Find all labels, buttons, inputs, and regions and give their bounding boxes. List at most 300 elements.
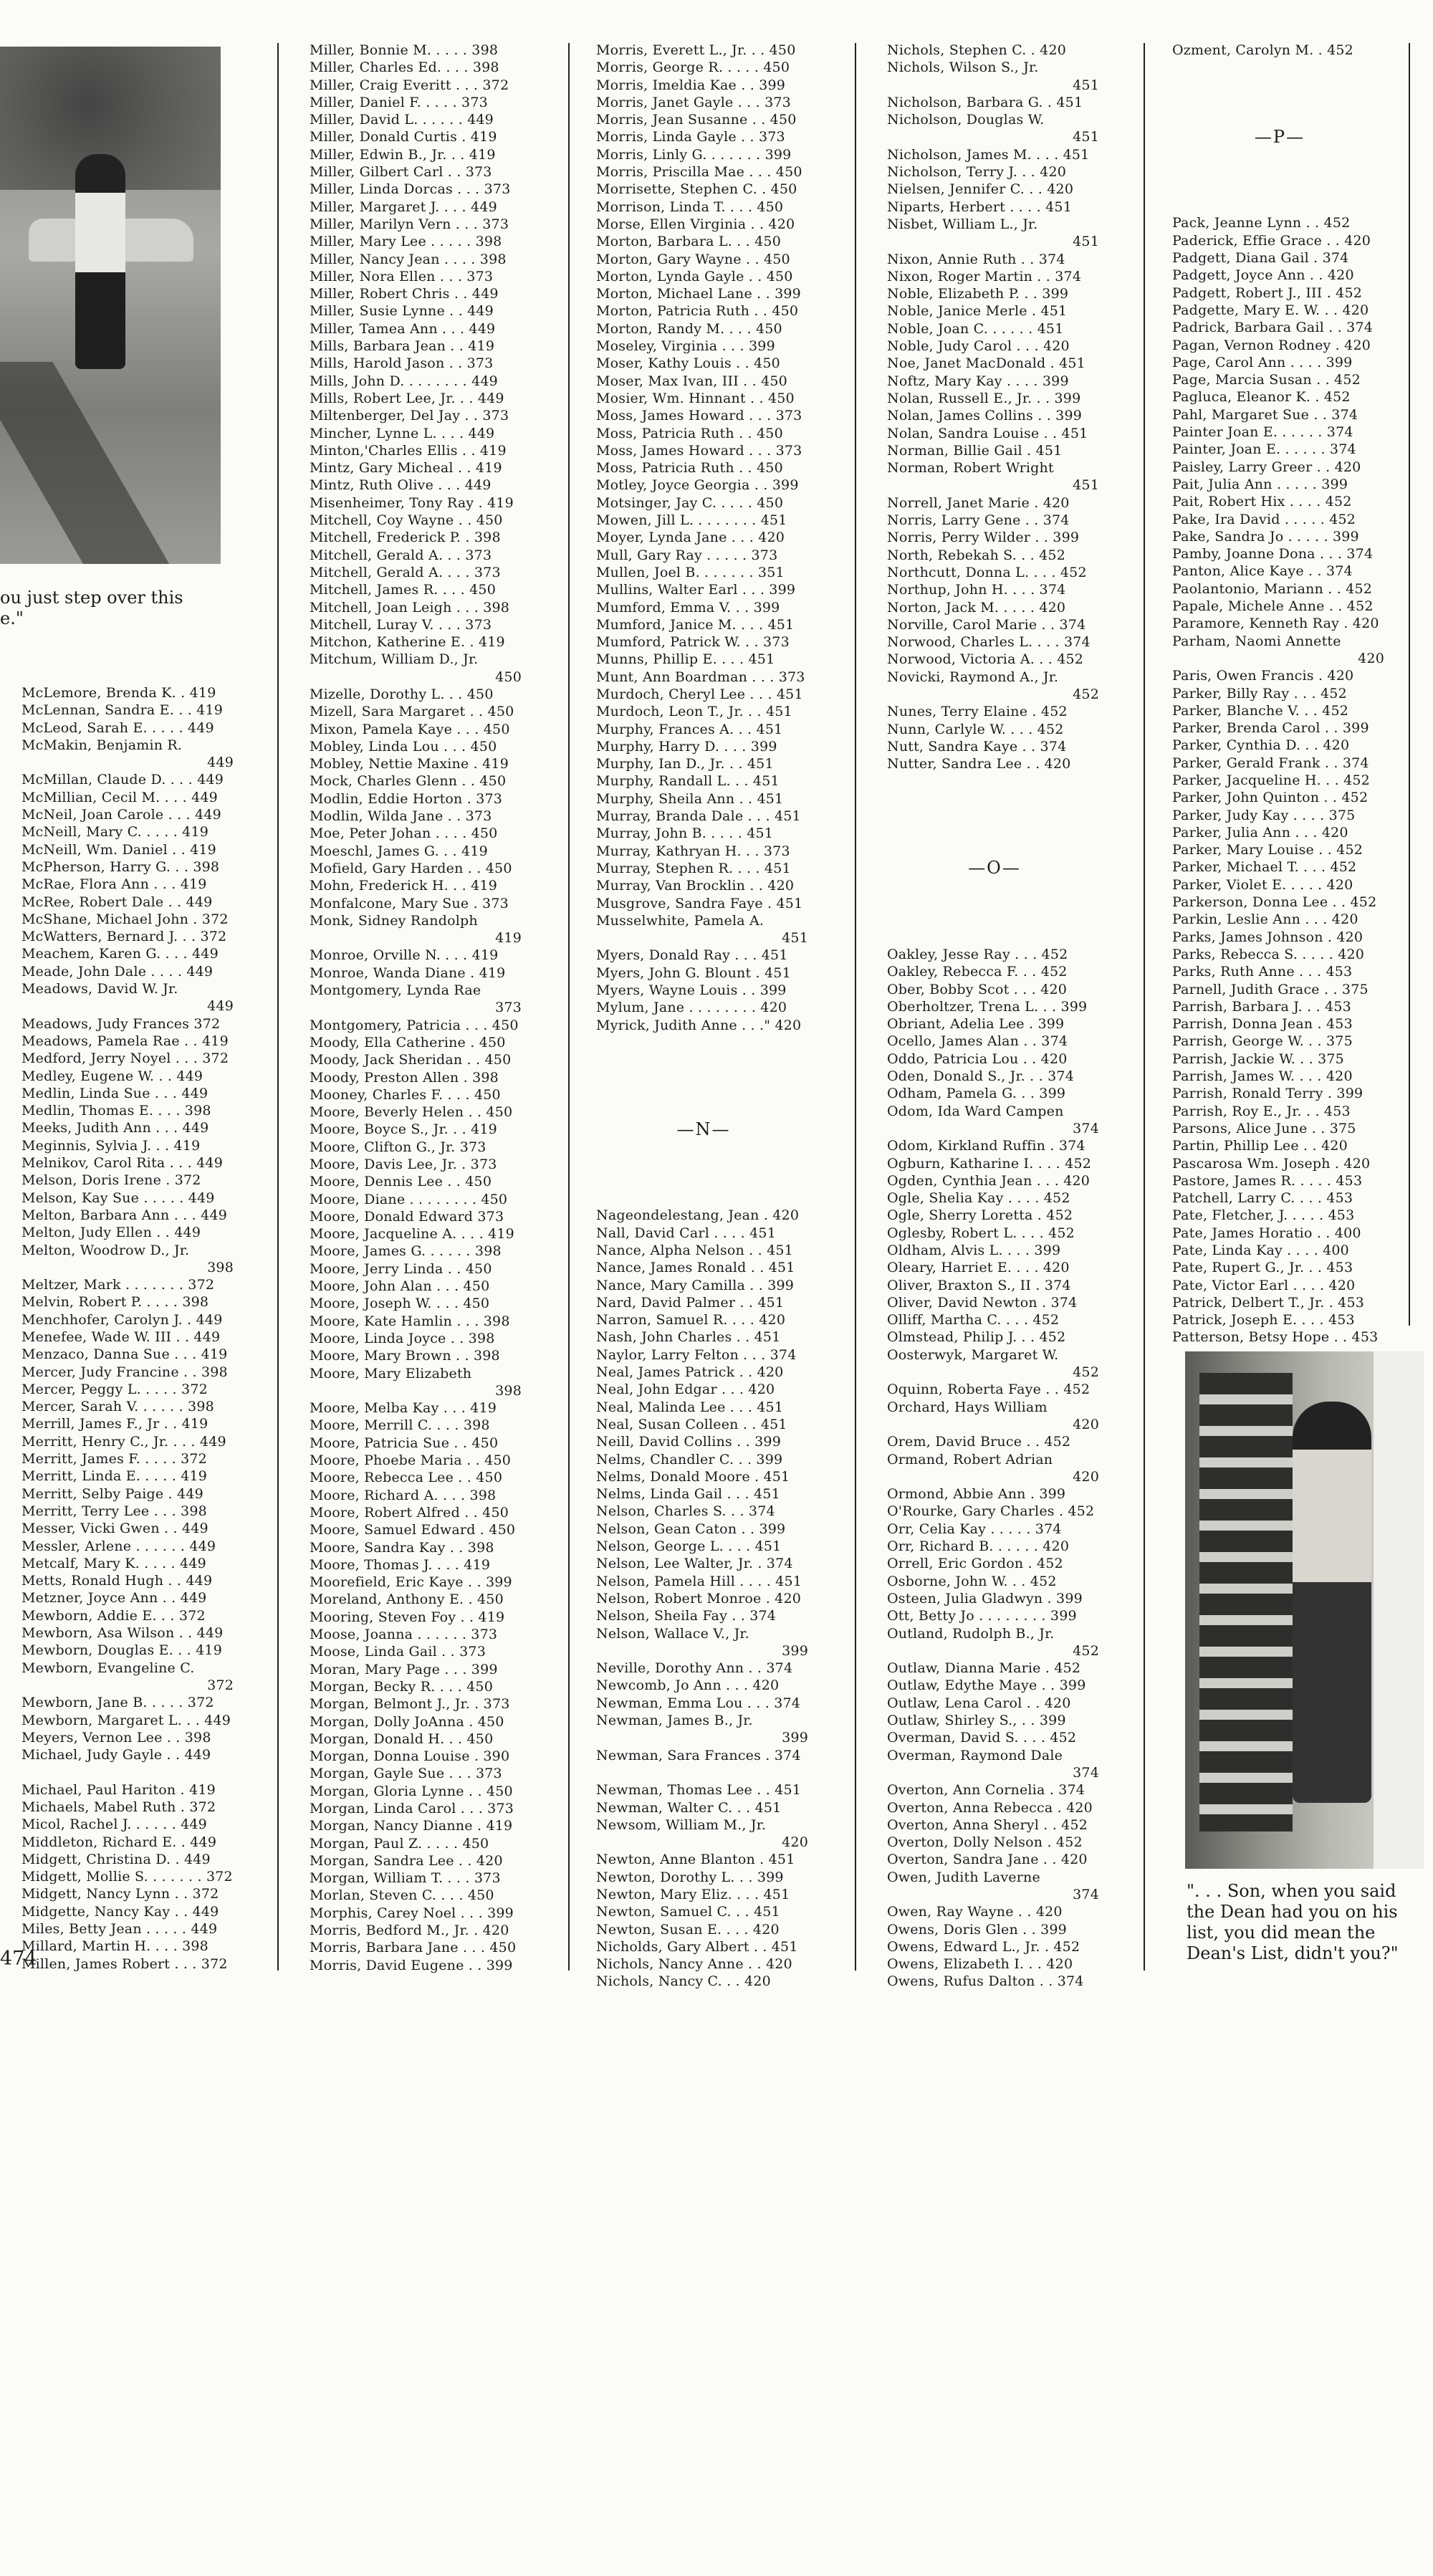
index-entry: Noble, Elizabeth P. . . 399	[887, 286, 1069, 302]
index-entry: Noe, Janet MacDonald . 451	[887, 355, 1085, 372]
index-entry: Mitchell, Coy Wayne . . 450	[310, 512, 503, 529]
index-entry: Moe, Peter Johan . . . . 450	[310, 825, 498, 842]
index-entry: Miller, Craig Everitt . . . 372	[310, 77, 509, 93]
index-entry: Nicholson, Terry J. . . 420	[887, 164, 1067, 181]
index-entry: Moore, Merrill C. . . . 398	[310, 1417, 490, 1434]
index-entry: Norville, Carol Marie . . 374	[887, 616, 1086, 633]
index-entry: Niparts, Herbert . . . . 451	[887, 198, 1072, 215]
index-entry: Meade, John Dale . . . . 449	[21, 963, 214, 980]
index-entry: Parrish, Jackie W. . . 375	[1172, 1050, 1344, 1067]
index-page-ref: 420	[1073, 1468, 1099, 1485]
index-entry: Nunn, Carlyle W. . . . 452	[887, 721, 1064, 737]
left-caption-line: ou just step over this	[0, 588, 183, 608]
index-entry: Oldham, Alvis L. . . . 399	[887, 1242, 1061, 1258]
index-entry: Parkerson, Donna Lee . . 452	[1172, 894, 1377, 911]
index-entry: Painter, Joan E. . . . . . 374	[1172, 441, 1356, 458]
index-entry: Moore, James G. . . . . . 398	[310, 1243, 502, 1260]
index-entry: Meeks, Judith Ann . . . 449	[21, 1120, 209, 1136]
index-entry: Medlin, Thomas E. . . . 398	[21, 1103, 211, 1119]
index-entry: Miller, Nancy Jean . . . . 398	[310, 251, 507, 267]
index-entry: Nelson, Wallace V., Jr.	[596, 1625, 749, 1642]
spacer	[887, 911, 1102, 928]
index-entry: Mercer, Judy Francine . . 398	[21, 1364, 228, 1380]
index-entry: Neal, James Patrick . . 420	[596, 1364, 784, 1381]
index-column-4	[887, 42, 1102, 1990]
index-entry: Morgan, Linda Carol . . . 373	[310, 1800, 514, 1816]
index-entry: Mercer, Sarah V. . . . . . 398	[21, 1399, 214, 1415]
index-entry: Noftz, Mary Kay . . . . 399	[887, 373, 1069, 389]
index-entry: Murray, Stephen R. . . . 451	[596, 860, 791, 876]
index-entry: Myers, Wayne Louis . . 399	[596, 982, 787, 999]
index-entry: Midgett, Christina D. . 449	[21, 1851, 211, 1867]
index-entry: Morris, Linly G. . . . . . . 399	[596, 146, 792, 163]
index-entry: Merritt, Terry Lee . . . 398	[21, 1503, 207, 1519]
index-entry: Parrish, Barbara J. . . 453	[1172, 998, 1351, 1015]
index-entry: Moore, Beverly Helen . . 450	[310, 1104, 513, 1121]
index-entry: Morton, Randy M. . . . 450	[596, 320, 782, 337]
index-entry: Nichols, Stephen C. . 420	[887, 42, 1067, 58]
index-entry: Miltenberger, Del Jay . . 373	[310, 408, 509, 424]
index-entry: Oosterwyk, Margaret W.	[887, 1346, 1059, 1363]
index-entry: Neville, Dorothy Ann . . 374	[596, 1660, 793, 1677]
index-entry: Morris, Everett L., Jr. . . 450	[596, 42, 796, 58]
index-page-ref: 373	[495, 1000, 522, 1016]
index-entry: Miller, Linda Dorcas . . . 373	[310, 181, 511, 198]
index-entry: Morgan, Paul Z. . . . . 450	[310, 1835, 489, 1852]
index-entry: Parker, Julia Ann . . . 420	[1172, 824, 1348, 841]
index-entry: McShane, Michael John . 372	[21, 911, 229, 927]
index-entry: Pate, James Horatio . . 400	[1172, 1225, 1361, 1241]
index-entry: Mumford, Janice M. . . . 451	[596, 616, 795, 633]
index-page-ref: 452	[1073, 1364, 1099, 1381]
index-entry: Newman, Sara Frances . 374	[596, 1747, 801, 1763]
index-entry: Newton, Susan E. . . . 420	[596, 1921, 780, 1938]
index-entry: Miller, David L. . . . . . 449	[310, 112, 494, 128]
index-page-ref: 398	[495, 1382, 522, 1399]
index-entry: Mixon, Pamela Kaye . . . 450	[310, 721, 510, 737]
index-entry: Moore, Kate Hamlin . . . 398	[310, 1313, 510, 1329]
spacer	[1172, 59, 1387, 76]
index-entry: McPherson, Harry G. . . 398	[21, 858, 220, 875]
index-entry: Moore, Jacqueline A. . . . 419	[310, 1226, 514, 1242]
index-entry: Morgan, Sandra Lee . . 420	[310, 1852, 503, 1869]
right-caption-line: list, you did mean the	[1187, 1923, 1376, 1943]
index-entry: Owens, Doris Glen . . 399	[887, 1921, 1067, 1938]
index-entry: Middleton, Richard E. . 449	[21, 1834, 217, 1850]
index-entry: Painter Joan E. . . . . . 374	[1172, 424, 1353, 441]
section-letter-heading: —O—	[968, 858, 1021, 878]
index-entry: McWatters, Bernard J. . . 372	[21, 929, 227, 945]
index-entry: Parker, John Quinton . . 452	[1172, 790, 1369, 806]
index-entry: Newman, Thomas Lee . . 451	[596, 1782, 802, 1799]
index-entry: Merritt, Linda E. . . . . 419	[21, 1468, 208, 1485]
index-entry: Morton, Patricia Ruth . . 450	[596, 303, 799, 320]
index-entry: Obriant, Adelia Lee . 399	[887, 1016, 1065, 1033]
index-entry: Miller, Susie Lynne . . 449	[310, 303, 494, 320]
spacer	[596, 1034, 811, 1051]
index-entry: Oquinn, Roberta Faye . . 452	[887, 1382, 1091, 1398]
index-entry: Nelson, Sheila Fay . . 374	[596, 1608, 777, 1624]
index-entry: Moss, James Howard . . . 373	[596, 408, 802, 424]
index-entry: Morgan, Becky R. . . . 450	[310, 1678, 494, 1695]
index-entry: Padgett, Diana Gail . 374	[1172, 250, 1349, 267]
index-entry: Moore, Joseph W. . . . 450	[310, 1296, 490, 1312]
index-entry: Nance, Alpha Nelson . . 451	[596, 1242, 793, 1258]
index-entry: Pake, Sandra Jo . . . . . 399	[1172, 528, 1359, 545]
index-entry: Moore, Thomas J. . . . 419	[310, 1556, 491, 1573]
index-entry: Parham, Naomi Annette	[1172, 633, 1341, 649]
column-rule	[1409, 43, 1410, 1326]
index-entry: Page, Carol Ann . . . . 399	[1172, 354, 1353, 370]
index-entry: Moody, Jack Sheridan . . 450	[310, 1052, 512, 1068]
photo-student-mailboxes	[1185, 1351, 1424, 1869]
index-entry: Metzner, Joyce Ann . . 449	[21, 1590, 207, 1607]
index-entry: Morton, Lynda Gayle . . 450	[596, 268, 793, 284]
index-entry: Pate, Linda Kay . . . . 400	[1172, 1242, 1349, 1258]
index-entry: Olliff, Martha C. . . . 452	[887, 1312, 1060, 1328]
index-entry: Norwood, Charles L. . . . 374	[887, 634, 1091, 651]
index-entry: Mooring, Steven Foy . . 419	[310, 1609, 505, 1625]
index-entry: Nard, David Palmer . . 451	[596, 1294, 785, 1311]
index-entry: Pate, Fletcher, J. . . . . 453	[1172, 1207, 1355, 1224]
index-entry: Nance, Mary Camilla . . 399	[596, 1277, 795, 1293]
index-page-ref: 451	[782, 930, 808, 947]
index-entry: Morgan, Gayle Sue . . . 373	[310, 1766, 502, 1782]
index-entry: Midgett, Mollie S. . . . . . . 372	[21, 1869, 233, 1885]
index-entry: Morton, Barbara L. . . 450	[596, 234, 781, 250]
index-page-ref: 451	[1073, 77, 1099, 93]
index-entry: Morgan, William T. . . . 373	[310, 1870, 501, 1887]
index-entry: Parker, Jacqueline H. . . 452	[1172, 772, 1370, 788]
index-entry: Morrison, Linda T. . . . 450	[596, 198, 784, 215]
index-entry: Newcomb, Jo Ann . . . 420	[596, 1677, 780, 1694]
index-entry: Oakley, Rebecca F. . . 452	[887, 964, 1068, 980]
index-entry: Mewborn, Jane B. . . . . 372	[21, 1695, 214, 1711]
index-entry: Murray, Van Brocklin . . 420	[596, 878, 795, 894]
index-entry: Pagan, Vernon Rodney . 420	[1172, 337, 1371, 353]
index-entry: Nageondelestang, Jean . 420	[596, 1207, 800, 1224]
index-entry: Morris, Linda Gayle . . 373	[596, 129, 785, 145]
index-page-ref: 420	[1073, 1416, 1099, 1432]
index-entry: Partin, Phillip Lee . . 420	[1172, 1138, 1348, 1154]
index-entry: Nixon, Roger Martin . . 374	[887, 268, 1082, 284]
index-entry: Mitchell, James R. . . . 450	[310, 582, 497, 598]
index-entry: Nance, James Ronald . . 451	[596, 1260, 795, 1276]
index-entry: Moore, Sandra Kay . . 398	[310, 1539, 494, 1556]
index-entry: Patchell, Larry C. . . . 453	[1172, 1190, 1353, 1207]
index-entry: Outlaw, Edythe Maye . . 399	[887, 1677, 1086, 1694]
index-entry: Miller, Gilbert Carl . . 373	[310, 164, 492, 181]
index-entry: Moose, Joanna . . . . . . 373	[310, 1627, 498, 1643]
index-entry: Miller, Margaret J. . . . 449	[310, 198, 497, 215]
index-entry: Monk, Sidney Randolph	[310, 912, 478, 929]
spacer	[887, 772, 1102, 790]
index-entry: McMillian, Cecil M. . . . 449	[21, 789, 218, 805]
index-entry: Nichols, Nancy Anne . . 420	[596, 1956, 792, 1973]
index-entry: Narron, Samuel R. . . . 420	[596, 1312, 786, 1328]
index-entry: Noble, Joan C. . . . . . 451	[887, 320, 1064, 337]
index-entry: Morton, Michael Lane . . 399	[596, 286, 801, 302]
index-entry: Moore, Richard A. . . . 398	[310, 1487, 497, 1503]
index-entry: Nall, David Carl . . . . 451	[596, 1225, 777, 1241]
index-entry: Miller, Daniel F. . . . . 373	[310, 94, 488, 110]
index-entry: Mills, Harold Jason . . 373	[310, 355, 494, 372]
index-entry: Moyer, Lynda Jane . . . 420	[596, 530, 785, 546]
index-entry: Mitchell, Gerald A. . . 373	[310, 547, 492, 563]
index-entry: Osborne, John W. . . 452	[887, 1573, 1057, 1589]
index-entry: Paramore, Kenneth Ray . 420	[1172, 616, 1379, 632]
index-entry: Parkin, Leslie Ann . . . 420	[1172, 911, 1358, 928]
index-entry: Morris, Bedford M., Jr. . 420	[310, 1923, 509, 1939]
spacer	[596, 1051, 811, 1068]
index-entry: Overton, Sandra Jane . . 420	[887, 1852, 1088, 1868]
index-entry: Michael, Paul Hariton . 419	[21, 1781, 216, 1798]
index-page-ref: 374	[1073, 1886, 1099, 1902]
index-entry: Patrick, Delbert T., Jr. . 453	[1172, 1294, 1365, 1311]
index-entry: Moss, Patricia Ruth . . 450	[596, 460, 783, 477]
index-entry: Parsons, Alice June . . 375	[1172, 1120, 1356, 1136]
index-entry: Montgomery, Lynda Rae	[310, 982, 481, 999]
index-entry: Newman, Emma Lou . . . 374	[596, 1695, 801, 1711]
index-entry: Ocello, James Alan . . 374	[887, 1033, 1068, 1050]
index-entry: Overman, David S. . . . 452	[887, 1730, 1077, 1746]
index-entry: Mewborn, Evangeline C.	[21, 1660, 195, 1676]
index-page-ref: 450	[495, 669, 522, 685]
index-entry: Meadows, David W. Jr.	[21, 981, 178, 997]
index-entry: Norrell, Janet Marie . 420	[887, 494, 1070, 511]
index-entry: Musselwhite, Pamela A.	[596, 912, 765, 929]
index-entry: Nelms, Donald Moore . 451	[596, 1468, 790, 1485]
index-entry: Mizelle, Dorothy L. . . 450	[310, 686, 494, 702]
index-entry: Pake, Ira David . . . . . 452	[1172, 511, 1356, 527]
index-page-ref: 374	[1073, 1120, 1099, 1136]
index-entry: Moser, Kathy Louis . . 450	[596, 355, 780, 372]
index-entry: Oglesby, Robert L. . . . 452	[887, 1225, 1075, 1241]
index-entry: Miller, Edwin B., Jr. . . 419	[310, 146, 496, 163]
index-entry: Murphy, Sheila Ann . . 451	[596, 790, 784, 807]
index-entry: Mobley, Nettie Maxine . 419	[310, 756, 509, 772]
photo-mailboxes	[1199, 1373, 1293, 1832]
index-entry: Nelms, Linda Gail . . . 451	[596, 1486, 780, 1503]
index-entry: Padgette, Mary E. W. . . 420	[1172, 302, 1369, 318]
index-entry: Murray, John B. . . . . 451	[596, 825, 774, 842]
index-entry: Parker, Michael T. . . . 452	[1172, 859, 1357, 876]
index-entry: Morgan, Donald H. . . 450	[310, 1730, 494, 1747]
index-entry: Papale, Michele Anne . . 452	[1172, 598, 1374, 615]
index-entry: Nolan, James Collins . . 399	[887, 408, 1083, 424]
index-entry: Paisley, Larry Greer . . 420	[1172, 459, 1361, 475]
index-entry: Overton, Anna Rebecca . 420	[887, 1799, 1093, 1816]
index-entry: Ogle, Sherry Loretta . 452	[887, 1207, 1073, 1224]
index-entry: Menchhofer, Carolyn J. . 449	[21, 1311, 223, 1328]
index-entry: Monfalcone, Mary Sue . 373	[310, 895, 509, 911]
index-entry: Nolan, Russell E., Jr. . . 399	[887, 390, 1081, 406]
index-entry: Parks, James Johnson . 420	[1172, 929, 1363, 945]
spacer	[887, 790, 1102, 808]
index-entry: Moore, Phoebe Maria . . 450	[310, 1452, 512, 1469]
index-entry: Patrick, Joseph E. . . . 453	[1172, 1312, 1355, 1328]
spacer	[1172, 180, 1387, 197]
index-entry: Mitchell, Luray V. . . . 373	[310, 616, 492, 633]
index-entry: Pascarosa Wm. Joseph . 420	[1172, 1155, 1371, 1172]
index-entry: Moss, Patricia Ruth . . 450	[596, 425, 783, 441]
index-entry: Moore, John Alan . . . 450	[310, 1278, 490, 1295]
index-entry: Moody, Ella Catherine . 450	[310, 1034, 506, 1050]
index-entry: Parrish, Donna Jean . 453	[1172, 1016, 1353, 1033]
index-entry: Northup, John H. . . . 374	[887, 582, 1066, 598]
index-entry: Moore, Linda Joyce . . 398	[310, 1330, 495, 1346]
index-entry: Moore, Mary Elizabeth	[310, 1365, 472, 1382]
index-entry: Parker, Violet E. . . . . 420	[1172, 876, 1353, 893]
index-entry: Page, Marcia Susan . . 452	[1172, 372, 1361, 388]
index-entry: McMakin, Benjamin R.	[21, 737, 183, 753]
index-entry: Mock, Charles Glenn . . 450	[310, 773, 507, 790]
index-entry: North, Rebekah S. . . 452	[887, 547, 1066, 563]
index-entry: Outlaw, Lena Carol . . 420	[887, 1695, 1071, 1711]
index-entry: Owens, Elizabeth I. . . 420	[887, 1956, 1073, 1973]
index-entry: Padgett, Robert J., III . 452	[1172, 284, 1363, 301]
index-entry: Melson, Doris Irene . 372	[21, 1172, 201, 1189]
index-entry: Miles, Betty Jean . . . . . 449	[21, 1921, 218, 1938]
index-entry: Panton, Alice Kaye . . 374	[1172, 563, 1353, 580]
index-entry: Pahl, Margaret Sue . . 374	[1172, 406, 1358, 423]
index-entry: Medford, Jerry Noyel . . . 372	[21, 1050, 229, 1067]
index-entry: Motsinger, Jay C. . . . . 450	[596, 494, 784, 511]
index-entry: McLeod, Sarah E. . . . . 449	[21, 719, 214, 736]
index-entry: Nicholson, James M. . . . 451	[887, 146, 1090, 163]
index-entry: Odom, Kirkland Ruffin . 374	[887, 1138, 1085, 1154]
index-entry: Mowen, Jill L. . . . . . . . 451	[596, 512, 787, 529]
index-entry: Morton, Gary Wayne . . 450	[596, 251, 790, 267]
index-entry: Moore, Robert Alfred . . 450	[310, 1504, 509, 1521]
index-entry: McRee, Robert Dale . . 449	[21, 894, 213, 910]
index-entry: Mintz, Gary Micheal . . 419	[310, 460, 502, 477]
index-entry: Miller, Bonnie M. . . . . 398	[310, 42, 499, 58]
index-entry: Miller, Donald Curtis . 419	[310, 129, 497, 145]
index-entry: Morgan, Gloria Lynne . . 450	[310, 1783, 513, 1799]
index-entry: Newton, Dorothy L. . . 399	[596, 1869, 784, 1885]
index-entry: Mosier, Wm. Hinnant . . 450	[596, 390, 795, 406]
index-page-ref: 451	[1073, 477, 1099, 494]
index-entry: Mooney, Charles F. . . . 450	[310, 1086, 501, 1103]
index-entry: Owen, Ray Wayne . . 420	[887, 1904, 1063, 1920]
index-entry: Odom, Ida Ward Campen	[887, 1103, 1064, 1119]
index-entry: Morgan, Donna Louise . 390	[310, 1748, 510, 1765]
column-rule	[1144, 43, 1145, 1971]
index-entry: Monroe, Orville N. . . . 419	[310, 947, 499, 964]
index-entry: Murphy, Randall L. . . 451	[596, 773, 780, 790]
index-entry: Parker, Gerald Frank . . 374	[1172, 755, 1369, 771]
index-entry: Padgett, Joyce Ann . . 420	[1172, 267, 1354, 284]
index-entry: Moore, Clifton G., Jr. 373	[310, 1139, 487, 1155]
index-entry: Ogle, Shelia Kay . . . . 452	[887, 1190, 1070, 1207]
right-caption-line: ". . . Son, when you said	[1187, 1881, 1396, 1901]
index-entry: Messler, Arlene . . . . . . 449	[21, 1538, 216, 1554]
index-entry: Pate, Victor Earl . . . . 420	[1172, 1277, 1356, 1293]
index-entry: Melton, Woodrow D., Jr.	[21, 1242, 190, 1258]
index-page-ref: 372	[207, 1677, 234, 1693]
index-entry: Mofield, Gary Harden . . 450	[310, 860, 512, 876]
index-entry: Moreland, Anthony E. . 450	[310, 1591, 504, 1608]
index-entry: McMillan, Claude D. . . . 449	[21, 772, 224, 788]
index-entry: Meginnis, Sylvia J. . . 419	[21, 1137, 201, 1154]
index-entry: Messer, Vicki Gwen . . 449	[21, 1521, 209, 1537]
index-entry: Mewborn, Douglas E. . . 419	[21, 1642, 222, 1659]
index-entry: Moore, Patricia Sue . . 450	[310, 1435, 499, 1451]
index-entry: Odham, Pamela G. . . 399	[887, 1086, 1066, 1102]
index-entry: Morse, Ellen Virginia . . 420	[596, 216, 795, 232]
index-entry: Orr, Richard B. . . . . . 420	[887, 1538, 1070, 1555]
index-entry: Millard, Martin H. . . . 398	[21, 1938, 209, 1955]
index-entry: Nixon, Annie Ruth . . 374	[887, 251, 1065, 267]
index-entry: Nolan, Sandra Louise . . 451	[887, 425, 1088, 441]
index-page-ref: 452	[1073, 686, 1099, 702]
index-entry: Ogburn, Katharine I. . . . 452	[887, 1155, 1092, 1172]
right-caption-line: Dean's List, didn't you?"	[1187, 1943, 1399, 1963]
spacer	[1172, 197, 1387, 214]
photo-officer	[75, 154, 125, 369]
index-entry: Moore, Melba Kay . . . 419	[310, 1400, 497, 1417]
index-entry: Olmstead, Philip J. . . 452	[887, 1329, 1066, 1346]
index-entry: Mumford, Emma V. . . 399	[596, 599, 780, 616]
index-page-ref: 449	[207, 755, 234, 771]
index-entry: Mitchell, Frederick P. . 398	[310, 530, 501, 546]
column-rule	[568, 43, 570, 1971]
spacer	[887, 808, 1102, 825]
index-entry: Morlan, Steven C. . . . 450	[310, 1887, 494, 1904]
index-entry: Pastore, James R. . . . . 453	[1172, 1172, 1363, 1189]
index-entry: Menzaco, Danna Sue . . . 419	[21, 1346, 228, 1363]
index-entry: Melvin, Robert P. . . . . 398	[21, 1294, 209, 1311]
index-entry: Oakley, Jesse Ray . . . 452	[887, 946, 1068, 962]
index-entry: McRae, Flora Ann . . . 419	[21, 876, 207, 893]
photo-student	[1293, 1402, 1371, 1803]
index-entry: Norris, Larry Gene . . 374	[887, 512, 1070, 529]
index-entry: Mylum, Jane . . . . . . . . 420	[596, 1000, 787, 1016]
index-page-ref: 451	[1073, 129, 1099, 145]
index-entry: Mullins, Walter Earl . . . 399	[596, 582, 796, 598]
index-entry: Motley, Joyce Georgia . . 399	[596, 477, 799, 494]
index-entry: Miller, Charles Ed. . . . 398	[310, 59, 499, 76]
index-entry: Orr, Celia Kay . . . . . 374	[887, 1521, 1062, 1537]
index-entry: Outlaw, Shirley S., . . 399	[887, 1713, 1066, 1729]
index-entry: Moss, James Howard . . . 373	[596, 442, 802, 459]
index-entry: Pamby, Joanne Dona . . . 374	[1172, 546, 1374, 562]
index-page-ref: 449	[207, 998, 234, 1015]
index-entry: Ott, Betty Jo . . . . . . . . 399	[887, 1608, 1077, 1624]
index-entry: Merritt, Henry C., Jr. . . . 449	[21, 1433, 226, 1450]
index-page-ref: 451	[1073, 234, 1099, 250]
index-entry: Outland, Rudolph B., Jr.	[887, 1625, 1055, 1642]
index-entry: Parrish, George W. . . 375	[1172, 1033, 1353, 1050]
index-entry: Nichols, Wilson S., Jr.	[887, 59, 1039, 76]
index-entry: Melnikov, Carol Rita . . . 449	[21, 1155, 223, 1172]
index-entry: Modlin, Wilda Jane . . 373	[310, 808, 492, 825]
index-entry: Owens, Rufus Dalton . . 374	[887, 1973, 1084, 1990]
index-entry: Nelson, Gean Caton . . 399	[596, 1521, 786, 1537]
index-entry: Moser, Max Ivan, III . . 450	[596, 373, 787, 389]
index-entry: Mitchum, William D., Jr.	[310, 651, 479, 668]
index-entry: Nash, John Charles . . 451	[596, 1329, 781, 1346]
index-entry: Ozment, Carolyn M. . 452	[1172, 42, 1353, 58]
index-entry: Moeschl, James G. . . 419	[310, 843, 488, 859]
index-entry: Mohn, Frederick H. . . 419	[310, 878, 497, 894]
index-entry: Owens, Edward L., Jr. . 452	[887, 1938, 1080, 1955]
index-entry: Midgett, Nancy Lynn . . 372	[21, 1886, 219, 1902]
index-entry: Mumford, Patrick W. . . 373	[596, 634, 790, 651]
index-entry: Morris, Jean Susanne . . 450	[596, 112, 797, 128]
index-entry: Osteen, Julia Gladwyn . 399	[887, 1590, 1083, 1607]
